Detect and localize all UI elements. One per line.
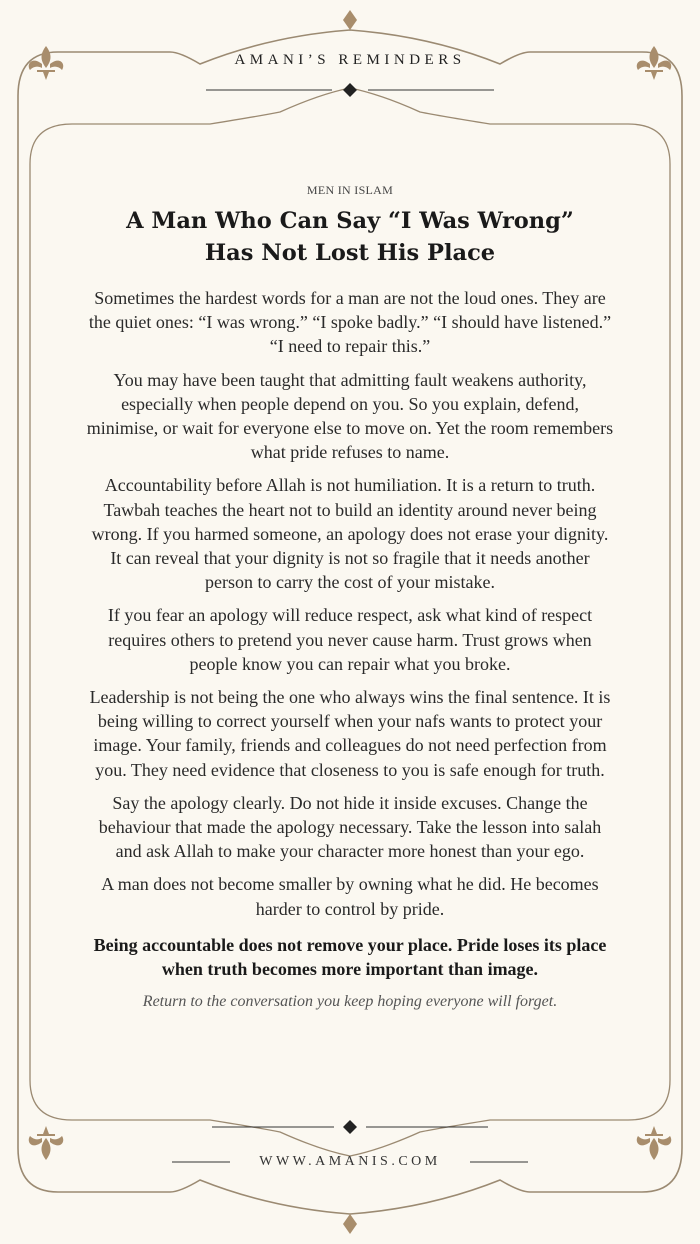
article-body	[86, 286, 614, 1023]
top-diamond-ornament	[343, 10, 357, 30]
bottom-diamond-ornament	[343, 1214, 357, 1234]
article-title-line-1: A Man Who Can Say “I Was Wrong”	[126, 208, 574, 234]
body-paragraph: Accountability before Allah is not humiliation. It is a return to truth. Tawbah teaches the heart not to build an identity around never being wrong. If you harmed someone, an apology does not erase your dignity. It can reveal that your dignity is not so fragile that it needs another person to carry the cost of your mistake.	[91, 475, 609, 593]
call-to-action: Return to the conversation you keep hoping everyone will forget.	[142, 993, 558, 1011]
body-paragraph: If you fear an apology will reduce respect, ask what kind of respect requires others to pretend you never cause harm. Trust grows when people know you can repair what you broke.	[107, 605, 593, 674]
body-paragraph: Sometimes the hardest words for a man are not the loud ones. They are the quiet ones: “I was wrong.” “I spoke badly.” “I should have listened.” “I need to repair this.”	[88, 288, 612, 357]
closing-statement: Being accountable does not remove your place. Pride loses its place when truth becomes more important than image.	[93, 934, 607, 980]
body-paragraph: A man does not become smaller by owning what he did. He becomes harder to control by pride.	[101, 874, 599, 919]
website-link[interactable]: WWW.AMANIS.COM	[259, 1154, 441, 1169]
category-label: MEN IN ISLAM	[306, 183, 394, 197]
body-paragraph: Leadership is not being the one who always wins the final sentence. It is being willing to correct yourself when your nafs wants to protect your image. Your family, friends and colleagues do not need perfection from you. They need evidence that closeness to you is safe enough for truth.	[89, 687, 611, 780]
brand-title: AMANI’S REMINDERS	[234, 52, 466, 68]
body-paragraph: Say the apology clearly. Do not hide it inside excuses. Change the behaviour that made the apology necessary. Take the lesson into salah and ask Allah to make your character more honest than your ego.	[98, 792, 602, 862]
body-paragraph: You may have been taught that admitting fault weakens authority, especially when people depend on you. So you explain, defend, minimise, or wait for everyone else to move on. Yet the room remembers what pride refuses to name.	[86, 369, 614, 463]
article-title-line-2: Has Not Lost His Place	[204, 240, 496, 266]
article-title	[80, 205, 620, 269]
